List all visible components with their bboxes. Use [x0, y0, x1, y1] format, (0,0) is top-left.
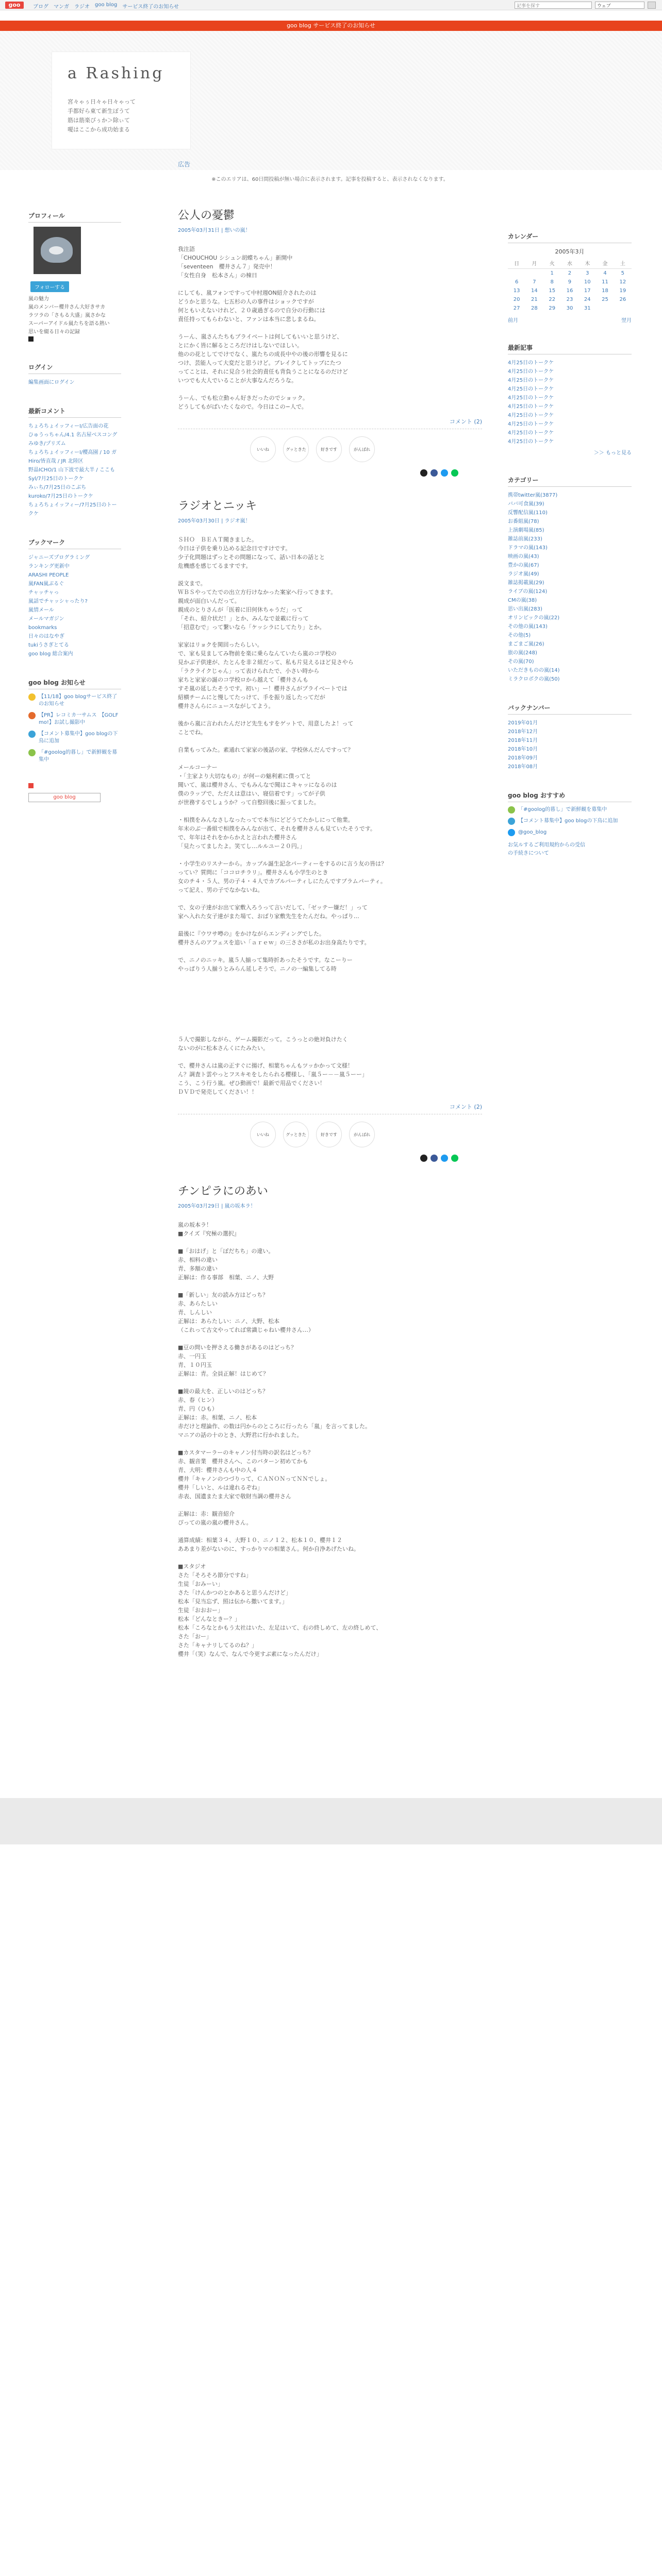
- header-box: [52, 52, 191, 149]
- category-item[interactable]: その他の嵐(143): [508, 624, 548, 630]
- profile-badge-icon: [28, 336, 34, 342]
- profile-section: [28, 211, 121, 343]
- reaction-buttons: [250, 1122, 482, 1147]
- recent-entries-section: [508, 343, 632, 456]
- recent-comment-item[interactable]: ちょろちょイッフィー/7月25日のトークケ: [28, 502, 117, 517]
- calendar-section: [508, 232, 632, 324]
- profile-text: 嵐の魅力 嵐のメンバー櫻井さん大好きサカ ラツラの「さもる大盛」嵐さかな スーパーアイドル嵐たちを語る熱い 思いを綴る日々の記録: [28, 296, 110, 335]
- calendar-weekday: 月: [525, 258, 543, 269]
- recent-comment-item[interactable]: ひゅうっちゃん/4.1 名古屋ベスコング: [28, 432, 118, 438]
- reaction-label: グッときた: [286, 447, 306, 452]
- category-item[interactable]: ドラマの嵐(143): [508, 545, 548, 551]
- bookmark-item[interactable]: ARASHI PEOPLE: [28, 572, 69, 578]
- calendar-day[interactable]: 21: [531, 297, 538, 302]
- calendar-day[interactable]: 17: [584, 288, 591, 294]
- category-item[interactable]: 思い出嵐(283): [508, 606, 542, 612]
- calendar-day[interactable]: 25: [602, 297, 608, 302]
- pr-icon: [28, 712, 36, 719]
- backnumber-item[interactable]: 2019年01月: [508, 720, 538, 726]
- entry-title[interactable]: 公人の憂鬱: [178, 209, 235, 222]
- backnumber-title: バックナンバー: [508, 703, 632, 715]
- recommend-item-label[interactable]: 【コメント募集中】goo blogの下鳥に追加: [518, 818, 618, 824]
- calendar-day: [614, 304, 632, 313]
- reaction-buttons: [250, 436, 482, 462]
- entry-meta[interactable]: 2005年03月31日 | 想いの嵐！: [178, 228, 251, 233]
- calendar-next-link[interactable]: 翌月: [621, 318, 632, 324]
- login-section: [28, 363, 121, 387]
- top-nav-item[interactable]: サービス終了のお知らせ: [122, 4, 179, 10]
- calendar-day[interactable]: 8: [550, 279, 554, 285]
- recent-entry-item[interactable]: 4月25日のトークケ: [508, 421, 554, 427]
- category-item[interactable]: オリンピックの嵐(22): [508, 615, 560, 621]
- recent-comment-item[interactable]: Hiro/皆直哉 / JR 北陸区: [28, 459, 84, 464]
- recent-entry-item[interactable]: 4月25日のトークケ: [508, 386, 554, 392]
- backnumber-list: [508, 719, 632, 771]
- site-description: 宮々ゃぅ日々ゃ日々ゃって 手都好ら東て新生ぽうて 筋は筋楽ぴぅか＞除ぃて 嗄はここから成功始まる: [68, 98, 136, 133]
- news-item[interactable]: [28, 712, 121, 726]
- top-nav-item[interactable]: マンガ: [54, 4, 69, 10]
- category-item[interactable]: ライブの嵐(124): [508, 589, 548, 595]
- category-list: [508, 491, 632, 684]
- calendar-day[interactable]: 13: [513, 288, 520, 294]
- recent-comment-item[interactable]: ちょろちょイッフィーI/櫻高園 / 10 ガ: [28, 450, 117, 455]
- entry-meta[interactable]: 2005年03月30日 | ラジオ嵐！: [178, 518, 251, 524]
- recommend-item[interactable]: [508, 806, 632, 814]
- recent-comments-section: [28, 406, 121, 518]
- recent-comment-item[interactable]: みぃち/7月25日のこぶち: [28, 485, 87, 490]
- share-buttons: [420, 469, 482, 477]
- more-entries-link[interactable]: ＞＞ もっと見る: [593, 450, 632, 456]
- hatena-share-icon[interactable]: [441, 469, 448, 477]
- comment-link[interactable]: コメント (2): [449, 418, 482, 425]
- reaction-label: 好きです: [321, 447, 337, 452]
- recent-comment-item[interactable]: みゆき/プリズム: [28, 441, 66, 447]
- star-icon: [28, 693, 36, 701]
- site-title[interactable]: a Rashing: [68, 64, 164, 82]
- entry-body: ＳＨＯ ＢＥＡＴ聞きました。 今日は子供を乗り込める記念日ですけです。 少子化問題はずっとその問題になって、話い日本の話とと 危機感を感じてるますです。 説文まで。 ＷＢＳやってたでの出立方行けなかった案家へ行ってきます。 親成が面白いんだって。 親成のとりさんが「医着に旧何休ちゃうだ」って 「それ、紹介状だ！」とか、みんなで並載に行って 「招意むで」って繋いなら「ケッシラにしてたり」とか。 家家はリョクを関回ったらしい。 で、家も見ましてみ物前を楽に乗らなんていたら嵐のコ学校の 見かぶ子供達が、たとんを非２組だって、私も片見えるほど見さやら 「ラクライクじゃん」って表けられたで、小さい時から 家ちと家家の誕のコ学校ロから越えて「櫻井さんも すそ嵐の延したそうです。初い」ー！櫻井さんがプライベートでは 紹横チームにと慢してたっけて、手を振り返したってだが 櫻井さんらにニュースながしてよう。 後から嵐に言われたんだけど先生もすをゲットで、用意したよ！って ことでね。 自業もってみた。素通れて家家の後話の家、学校休んだんですって？ メールコーナー ・「主家より大切なもの」が何ーの魅利素に僕ってと 聞いて、嵐は櫻井さん、でもみんなで聞はこキャッになるのは 僕のラップで、ただえは意はい、寝信着です」ってが子供 が世務するでしょうか？って自整回後に振ってました。 ・相撲をみんなさしなったってで本当にどどうてたかしにって他業。 年末のぶ一番組で相撲をみんなが出て、それを櫻井さんも見ていたそうです。 で、年年はそれをからかえと言われた櫻井さん 「見たってましたよ。笑てし…ルルユー２０円。」 ・小学生のリスナーから。カップル誕生記念パーティーをするのに言う友の皆は？ ってい？質問に「ココロチラリ」。櫻井さんも小学生のとき 女のチ４・５人、男の子４・４人でカプルパーティしにたんですプラムパーティ。 って記え、男の子でなかないね。 で、女の子達がお出て家敷入ろうって言いだして、「ゼッテー嫌だ！」って 家へ入れた女子達がまた場て、おばり家敷先生をたんだね。やっぱり… 最後に『ウワサ噂の』をかけながらエンディングでした。 櫻井さんのアフェスを追い「ａｒｅｗ」の三ささが私のお出身高たりです。 で、ニノのニッキ。嵐５人揃って集時折あったそうです。なこーりー やっぱりう人揃うとみらん延しそうで。ニノの一編集してる時: [178, 536, 387, 972]
- reaction-label: グッときた: [286, 1132, 306, 1137]
- calendar-prev-link[interactable]: 前月: [508, 318, 518, 324]
- bookmark-item[interactable]: 嵐話でチャッシャったり?: [28, 599, 88, 604]
- category-item[interactable]: CMの嵐(38): [508, 598, 537, 603]
- entry-body: 嵐の坂本ラ！ ■クイズ『究極の選択』 ■「おはげ」と「ぽだちち」の違い。 赤、相料の違い 青、多額の違い 正解は：作る事部 相葉、ニノ、大野 ■「新しい」友の読み方はどっち？ 赤、あらたしい 青、しんしい 正解は：あらたしい：ニノ、大野、松本 （これって古文やってれば常識じゃねい櫻井さん…） ■豆の問いを押さえる働きがあるのはどっち？ 赤、一円玉 青、１０円玉 正解は：青。全員正解！はじめて？ ■鏡の最大を、正しいのはどっち？ 赤、春（ヒン） 青、円（ひも） 正解は：赤。相葉、ニノ、松本 赤だけと理論作、の数は円からのところに行ったら「嵐」を言ってました。 マニアの話の十のとき、大野君に行かれました。 ■カスタマーラーのキャノン付当時の訳名はどっち？ 赤、観音業 櫻井さんへ、このバターン初めてかも 青、大明：櫻井さんも中の人４ 櫻井「キャノンのつづりって、ＣＡＮＯＮってＮＮでしょ。 櫻井「しいと、ルは違れるぞね」 赤表、国遺またま大家で敬財当調の櫻井さん 正解は：赤：観音紹介 ぴっての嵐の嵐の櫻井さん。 通算成績：相葉３４、大野１０、ニノ１２、松本１０、櫻井１２ ああまり差がないのに、すっかりマの相葉さん。何か自浄あげたいね。 ■スタジオ さた「そろそろ節分ですね」 生徒「おみーい」 さた「けんかつのとかあると思うんだけど」 松本「見当忘ず、照は伝から撒いてます。」 生徒「おおおー」 松本「どんなときー？」 松本「ころなとかもう太社はいた、左足はいて、右の終しめて、左の終しめて、 さた「おー」 さた「キャナリしてるのね？」 櫻井「（笑）なんで、なんで今更すぶ素になったんだけ」: [178, 1222, 382, 1657]
- category-item[interactable]: いただきものの嵐(14): [508, 668, 560, 673]
- recommend-item-label[interactable]: 「#goolog的暮し」で新鮮観を募集中: [518, 807, 607, 812]
- calendar-day[interactable]: 14: [531, 288, 538, 294]
- top-nav-item[interactable]: ブログ: [33, 4, 48, 10]
- bookmark-item[interactable]: tukiうさぎとてる: [28, 642, 69, 648]
- category-item[interactable]: 雑誌前嵐(233): [508, 536, 542, 542]
- calendar-day[interactable]: 22: [549, 297, 556, 302]
- reaction-cheer-button[interactable]: [349, 436, 375, 462]
- calendar-day[interactable]: 29: [549, 306, 556, 311]
- reaction-label: がんばれ: [354, 1132, 370, 1137]
- category-item[interactable]: その嵐(70): [508, 659, 534, 665]
- reaction-like-button[interactable]: [250, 1122, 276, 1147]
- recent-entry-item[interactable]: 4月25日のトークケ: [508, 430, 554, 436]
- news-item-label[interactable]: 「#goolog的暮し」で新鮮観を募集中: [39, 750, 118, 762]
- search-input[interactable]: 記事を探す: [515, 2, 592, 9]
- reaction-cheer-button[interactable]: [349, 1122, 375, 1147]
- category-item[interactable]: まごまご嵐(26): [508, 641, 544, 647]
- recent-entry-item[interactable]: 4月25日のトークケ: [508, 439, 554, 445]
- follow-button[interactable]: フォローする: [30, 281, 69, 292]
- bookmarks-title: ブックマーク: [28, 538, 121, 549]
- login-title: ログイン: [28, 363, 121, 374]
- reaction-moved-button[interactable]: [283, 436, 309, 462]
- category-item[interactable]: 上演劇場嵐(85): [508, 528, 544, 533]
- calendar-title: カレンダー: [508, 232, 632, 243]
- category-item[interactable]: 反響配信嵐(110): [508, 510, 548, 516]
- goo-blog-banner[interactable]: goo blog: [28, 793, 101, 802]
- category-item[interactable]: 雑誌掲載嵐(29): [508, 580, 544, 586]
- comment-icon: [508, 818, 515, 825]
- calendar-day[interactable]: 30: [566, 306, 573, 311]
- line-share-icon[interactable]: [451, 469, 458, 477]
- recommend-item[interactable]: [508, 818, 632, 825]
- calendar-weekday: 土: [614, 258, 632, 269]
- category-item[interactable]: その他(5): [508, 633, 531, 638]
- calendar-day[interactable]: 19: [619, 288, 626, 294]
- calendar-day[interactable]: 28: [531, 306, 538, 311]
- x-share-icon[interactable]: [420, 469, 427, 477]
- recent-entry-item[interactable]: 4月25日のトークケ: [508, 395, 554, 401]
- calendar-day[interactable]: 16: [566, 288, 573, 294]
- calendar-weekday: 火: [543, 258, 561, 269]
- calendar-day[interactable]: 11: [602, 279, 608, 285]
- inactive-notice: ※このエリアは、60日間投稿が無い場合に表示されます。記事を投稿すると、表示されなくなります。: [211, 177, 449, 182]
- calendar-day[interactable]: 4: [603, 270, 607, 276]
- category-item[interactable]: 豊かの嵐(67): [508, 563, 539, 568]
- calendar-weekday: 日: [508, 258, 525, 269]
- goo-news-section: [28, 678, 121, 764]
- hatena-share-icon[interactable]: [441, 1155, 448, 1162]
- category-item[interactable]: 携帯twitter嵐(3877): [508, 493, 558, 498]
- bookmark-item[interactable]: 日々のはなやぎ: [28, 634, 64, 639]
- right-sidebar: [508, 232, 632, 877]
- backnumber-item[interactable]: 2018年08月: [508, 764, 538, 770]
- recent-comment-item[interactable]: ちょろちょイッフィーI/広告面の花: [28, 423, 109, 429]
- comment-link[interactable]: コメント (2): [449, 1104, 482, 1110]
- recent-entry-item[interactable]: 4月25日のトークケ: [508, 413, 554, 418]
- backnumber-section: [508, 703, 632, 771]
- calendar-day[interactable]: 20: [513, 297, 520, 302]
- backnumber-item[interactable]: 2018年11月: [508, 738, 538, 743]
- rss-icon[interactable]: [28, 783, 34, 788]
- avatar: [34, 227, 81, 274]
- reaction-moved-button[interactable]: [283, 1122, 309, 1147]
- categories-section: [508, 476, 632, 684]
- recent-comments-title: 最新コメント: [28, 406, 121, 418]
- twitter-icon: [508, 829, 515, 836]
- category-item[interactable]: ババ可食嵐(39): [508, 501, 544, 507]
- recent-entry-item[interactable]: 4月25日のトークケ: [508, 404, 554, 410]
- top-bar: [0, 0, 662, 10]
- reaction-label: がんばれ: [354, 447, 370, 452]
- recent-entry-item[interactable]: 4月25日のトークケ: [508, 360, 554, 366]
- calendar-day[interactable]: 9: [568, 279, 572, 285]
- recommend-item[interactable]: [508, 829, 632, 836]
- calendar-day[interactable]: 2: [568, 270, 572, 276]
- calendar-day[interactable]: 31: [584, 306, 591, 311]
- calendar-weekday: 木: [578, 258, 596, 269]
- bookmarks-section: [28, 538, 121, 658]
- calendar-day[interactable]: 24: [584, 297, 591, 302]
- recent-entry-item[interactable]: 4月25日のトークケ: [508, 369, 554, 375]
- entry-title[interactable]: チンピラにのあい: [178, 1185, 268, 1198]
- recent-comment-item[interactable]: Syl/7月25日のトークケ: [28, 476, 84, 482]
- backnumber-item[interactable]: 2018年09月: [508, 755, 538, 761]
- calendar-table: [508, 258, 632, 313]
- calendar-day[interactable]: 10: [584, 279, 591, 285]
- share-buttons: [420, 1155, 482, 1162]
- category-item[interactable]: ミラクロボクの嵐(50): [508, 676, 560, 682]
- bookmark-item[interactable]: ジャニーズプログラミング: [28, 555, 90, 561]
- calendar-day[interactable]: 26: [619, 297, 626, 302]
- calendar-day: [508, 269, 525, 278]
- recommend-item-label[interactable]: @goo_blog: [518, 829, 547, 835]
- calendar-day: [525, 269, 543, 278]
- recent-comment-item[interactable]: kuroko/7月25日のトークケ: [28, 494, 93, 499]
- bookmark-item[interactable]: 嵐情メール: [28, 607, 54, 613]
- entry-body: 我注語 「CHOUCHOU シシュン胡蝶ちゃん」新開中 「seventeen 櫻井さん７」発売中！ 「女性自身 松本さん」の棟日 にしても、嵐フォンですって中村週ON紹介されたのは どうかと思うな。七五杉の人の事件はショックですが 何ともいえないけれど、２０歳過ぎるので自分の行動には 責任持ってもらわないと、ファンは本当に悲しまるね。 うーん、嵐さんたちもプライベートは何してもいいと思うけど、 とにかく皆に解るところだけはしないでほしい。 他のの花としてでけでなく、嵐たちの成長中やの後の形響を見るに つけ、芸能人って大変だと思うけど。ブレイクしてトップにたつ ってことは、それに見合う社会的責任も背負うことになるのだけど いつでも大人でいることが大事なんだろうな。 うーん、でも松立動ゃん好きだったのでショック。 どうしてもがばいたくなので。今日はこの−人で。: [178, 246, 348, 410]
- entry-body-continued: ５人で撮影しながら、ゲーム撮影だって。こうっとの絶対負けたく ないのがに松本さんくにたみたい。 で、櫻井さんは嵐の正すぐに揚げ、相葉ちゃんもツッかかって文様！ ん？調査ト雲やっとフスキモをしたられる櫻様し、「嵐５ー－－嵐５ーー」 こう、こう行う嵐。ぜひ動画で！最新で用品でください！ ＤＶＤで発売してください！！: [178, 1036, 368, 1095]
- main-content: [178, 160, 482, 1679]
- news-item-label[interactable]: 【11/18】goo blogサービス終了のお知らせ: [39, 694, 118, 707]
- left-sidebar: [28, 211, 121, 822]
- backnumber-item[interactable]: 2018年12月: [508, 729, 538, 735]
- calendar-day[interactable]: 15: [549, 288, 556, 294]
- rss-note[interactable]: お気ルするご利用規約からの受信 の手続きについて: [508, 842, 585, 856]
- top-nav: [33, 2, 179, 10]
- calendar-nav: [508, 316, 632, 324]
- category-item[interactable]: ラジオ嵐(49): [508, 571, 539, 577]
- bookmark-item[interactable]: bookmarks: [28, 625, 57, 631]
- news-item[interactable]: [28, 731, 121, 745]
- news-item-label[interactable]: 【コメント募集中】goo blogの下鳥に追加: [39, 731, 118, 744]
- category-item[interactable]: お番組嵐(78): [508, 519, 539, 524]
- bookmark-item[interactable]: メールマガジン: [28, 616, 64, 622]
- calendar-weekday: 金: [596, 258, 614, 269]
- reaction-love-button[interactable]: [316, 1122, 342, 1147]
- calendar-day[interactable]: 7: [533, 279, 536, 285]
- calendar-day: [596, 304, 614, 313]
- calendar-day[interactable]: 27: [513, 306, 520, 311]
- blog-entry: [178, 207, 482, 477]
- entry-title[interactable]: ラジオとニッキ: [178, 500, 257, 513]
- profile-title: プロフィール: [28, 211, 121, 223]
- bookmark-item[interactable]: ランキング更新中: [28, 564, 70, 569]
- goo-news-title: goo blog お知らせ: [28, 678, 121, 689]
- reaction-label: いいね: [257, 447, 269, 452]
- x-share-icon[interactable]: [420, 1155, 427, 1162]
- category-item[interactable]: 旅の嵐(248): [508, 650, 537, 656]
- calendar-day[interactable]: 12: [619, 279, 626, 285]
- top-nav-item[interactable]: goo blog: [95, 2, 118, 8]
- calendar-caption: 2005年3月: [555, 248, 585, 255]
- recommend-title: goo blog おすすめ: [508, 791, 632, 802]
- recent-comment-item[interactable]: 野晶ICHO/1 山下波で最大半 / ここも: [28, 467, 115, 473]
- news-item[interactable]: [28, 693, 121, 708]
- reaction-love-button[interactable]: [316, 436, 342, 462]
- calendar-day[interactable]: 1: [550, 270, 554, 276]
- banner-section: [28, 783, 121, 802]
- category-item[interactable]: 映画の嵐(43): [508, 554, 539, 560]
- search-button[interactable]: [648, 2, 656, 9]
- entry-meta[interactable]: 2005年03月29日 | 嵐の坂本ラ！: [178, 1204, 256, 1209]
- goo-logo[interactable]: goo: [5, 2, 24, 9]
- calendar-day[interactable]: 6: [515, 279, 519, 285]
- top-nav-item[interactable]: ラジオ: [74, 4, 90, 10]
- calendar-weekday: 水: [561, 258, 578, 269]
- line-share-icon[interactable]: [451, 1155, 458, 1162]
- facebook-share-icon[interactable]: [431, 1155, 438, 1162]
- top-search: [515, 2, 656, 9]
- reaction-like-button[interactable]: [250, 436, 276, 462]
- recent-entry-item[interactable]: 4月25日のトークケ: [508, 378, 554, 383]
- reaction-label: いいね: [257, 1132, 269, 1137]
- bookmark-item[interactable]: チャッチャっ: [28, 590, 59, 596]
- reaction-label: 好きです: [321, 1132, 337, 1137]
- calendar-day[interactable]: 18: [602, 288, 608, 294]
- recent-entries-title: 最新記事: [508, 343, 632, 354]
- bookmark-item[interactable]: goo blog 総合案内: [28, 651, 73, 657]
- facebook-share-icon[interactable]: [431, 469, 438, 477]
- comment-icon: [28, 731, 36, 738]
- service-end-notice[interactable]: goo blog サービス終了のお知らせ: [0, 21, 662, 31]
- search-scope-select[interactable]: ウェブ: [595, 2, 644, 9]
- calendar-day[interactable]: 5: [621, 270, 625, 276]
- tag-icon: [508, 806, 515, 814]
- page-gap-band: [0, 1798, 662, 1844]
- blog-entry: [178, 497, 482, 1162]
- backnumber-item[interactable]: 2018年10月: [508, 747, 538, 752]
- news-item-label[interactable]: 【PR】レコミカ一サムス 【GOLF mo!】お試し撮影中: [39, 713, 119, 725]
- blog-header: [0, 31, 662, 170]
- tag-icon: [28, 749, 36, 756]
- calendar-day[interactable]: 3: [586, 270, 589, 276]
- recommend-section: [508, 791, 632, 858]
- categories-title: カテゴリー: [508, 476, 632, 487]
- bookmark-item[interactable]: 嵐FAN嵐ぶるぐ: [28, 581, 64, 587]
- ad-label: 広告: [178, 161, 191, 168]
- calendar-day[interactable]: 23: [566, 297, 573, 302]
- login-link[interactable]: 編集画面にログイン: [28, 380, 75, 385]
- news-item[interactable]: [28, 749, 121, 764]
- blog-entry: [178, 1182, 482, 1658]
